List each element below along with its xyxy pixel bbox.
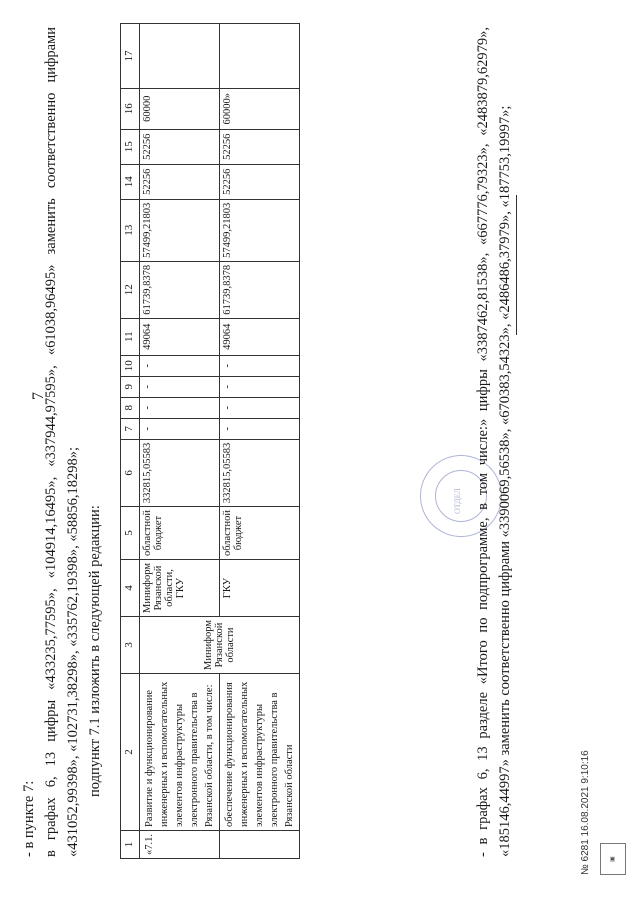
cell-number: «7.1.	[140, 831, 220, 859]
cell-value: 49064	[220, 318, 300, 355]
col-header: 11	[121, 318, 140, 355]
cell-source: областной бюджет	[220, 507, 300, 560]
cell-executor: ГКУ	[220, 560, 300, 617]
cell-value: -	[140, 397, 220, 418]
cell-name: Развитие и функционирование инженерных и вспомогательных элементов инфраструктуры электронного правительства в Рязанской области, в том числе:	[140, 674, 220, 831]
cell-value: -	[140, 355, 220, 376]
cell-value: 61739,8378	[220, 261, 300, 318]
page-number: 7	[30, 392, 47, 400]
col-header: 13	[121, 199, 140, 261]
cell-value: 60000	[140, 88, 220, 129]
intro-text	[18, 27, 106, 857]
col-header: 15	[121, 129, 140, 164]
cell-source: областной бюджет	[140, 507, 220, 560]
col-header: 6	[121, 439, 140, 506]
table-row	[220, 24, 300, 859]
program-table	[120, 23, 300, 859]
col-header: 10	[121, 355, 140, 376]
intro-line-1: - в пункте 7:	[21, 780, 37, 857]
cell-value: 52256	[140, 164, 220, 199]
cell-value: 52256	[140, 129, 220, 164]
col-header: 14	[121, 164, 140, 199]
cell-value: -	[220, 418, 300, 439]
col-header: 17	[121, 24, 140, 89]
col-header: 3	[121, 617, 140, 674]
cell-value: 52256	[220, 164, 300, 199]
table-row	[140, 24, 220, 859]
col-header: 16	[121, 88, 140, 129]
col-header: 4	[121, 560, 140, 617]
intro-line-2: в графах 6, 13 цифры «433235,77595», «104914,16495», «337944,97595», «61038,96495» заменить соответственно цифрами «431052,99398», «102731,38298», «335762,19398», «58856,18298»;	[43, 27, 81, 857]
cell-value	[220, 24, 300, 89]
cell-value: -	[140, 376, 220, 397]
bottom-text: - в графах 6, 13 разделе «Итого по подпрограмме, в том числе:» цифры «3387462,81538», «667776,79323», «2483879,62979», «185146,44997» заменить соответственно цифрами «3390069,56538», «670383,54323», «2486486,37979», «187753,19997»;	[475, 27, 513, 857]
cell-value: 49064	[140, 318, 220, 355]
cell-total: 332815,05583	[220, 439, 300, 506]
cell-coordinator: Миниформ Рязанской области	[140, 617, 300, 674]
col-header: 12	[121, 261, 140, 318]
col-header: 5	[121, 507, 140, 560]
registry-logo-icon: ▣	[600, 843, 626, 875]
cell-value	[140, 24, 220, 89]
signature-line	[516, 195, 517, 335]
cell-value: 52256	[220, 129, 300, 164]
cell-number	[220, 831, 300, 859]
cell-name: обеспечение функционирования инженерных и вспомогательных элементов инфраструктуры электронного правительства в Рязанской области	[220, 674, 300, 831]
cell-value: 57499,21803	[140, 199, 220, 261]
stamp-text: ОТДЕЛ	[453, 488, 462, 514]
col-header: 9	[121, 376, 140, 397]
cell-value: 61739,8378	[140, 261, 220, 318]
intro-line-3: подпункт 7.1 изложить в следующей редакции:	[87, 505, 103, 797]
col-header: 1	[121, 831, 140, 859]
cell-total: 332815,05583	[140, 439, 220, 506]
cell-value: 57499,21803	[220, 199, 300, 261]
col-header: 8	[121, 397, 140, 418]
cell-value: 60000»	[220, 88, 300, 129]
document-footer: № 6281 16.08.2021 9:10:16	[580, 750, 591, 875]
cell-executor: Миниформ Рязанской области, ГКУ	[140, 560, 220, 617]
cell-value: -	[220, 376, 300, 397]
col-header: 7	[121, 418, 140, 439]
cell-value: -	[220, 397, 300, 418]
cell-value: -	[220, 355, 300, 376]
cell-value: -	[140, 418, 220, 439]
table-header-row	[121, 24, 140, 859]
col-header: 2	[121, 674, 140, 831]
